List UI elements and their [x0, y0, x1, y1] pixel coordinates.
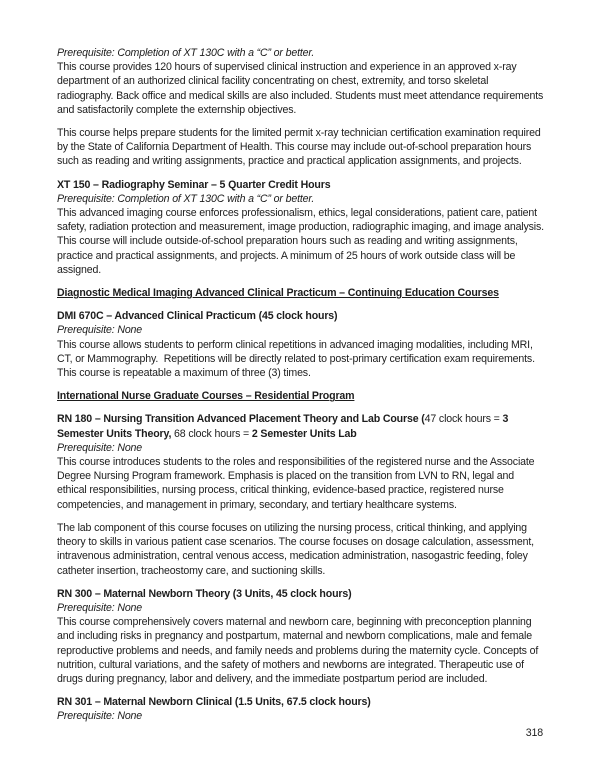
rn180-course-title	[57, 412, 546, 440]
rn180-course-title-run-1: 47 clock hours =	[424, 413, 503, 426]
xt140c-prerequisite	[57, 46, 546, 60]
dmi670c-description	[57, 338, 546, 381]
rn300-course-title-run-0: RN 300 – Maternal Newborn Theory (3 Units, 45 clock hours)	[57, 587, 352, 600]
rn300-description	[57, 615, 546, 686]
paragraph-spacer	[57, 117, 546, 126]
rn180-prerequisite-run-0: Prerequisite: None	[57, 441, 143, 454]
rn301-course-title-run-0: RN 301 – Maternal Newborn Clinical (1.5 Units, 67.5 clock hours)	[57, 696, 371, 709]
xt150-course-title-run-0: XT 150 – Radiography Seminar – 5 Quarter Credit Hours	[57, 178, 331, 191]
xt140c-description-1	[57, 60, 546, 117]
rn301-course-title	[57, 695, 546, 709]
paragraph-spacer	[57, 380, 546, 389]
rn300-prerequisite	[57, 601, 546, 615]
paragraph-spacer	[57, 300, 546, 309]
document-content	[57, 46, 546, 724]
paragraph-spacer	[57, 277, 546, 286]
xt140c-description-2-run-0: This course helps prepare students for the limited permit x-ray technician certification examination required by the State of California Department of Health. This course may include out-of-school preparation hours such as reading and writing assignments, practice and practical application assignments, and projects.	[57, 127, 544, 168]
xt150-course-title	[57, 178, 546, 192]
xt140c-description-1-run-0: This course provides 120 hours of supervised clinical instruction and experience in an approved x-ray department of an authorized clinical facility concentrating on chest, extremity, and torso skeletal radiography. Back office and medical skills are also included. Students must meet attendance requirements and satisfactorily complete the externship objectives.	[57, 61, 546, 116]
rn180-description-2	[57, 521, 546, 578]
rn180-course-title-run-0: RN 180 – Nursing Transition Advanced Placement Theory and Lab Course (	[57, 413, 425, 426]
rn180-course-title-run-3: 68 clock hours =	[171, 427, 252, 440]
rn180-prerequisite	[57, 441, 546, 455]
dmi670c-prerequisite-run-0: Prerequisite: None	[57, 324, 143, 337]
section-heading-nurse-graduate	[57, 389, 546, 403]
section-heading-dmi	[57, 286, 546, 300]
xt140c-description-2	[57, 126, 546, 169]
xt150-description-run-0: This advanced imaging course enforces professionalism, ethics, legal considerations, patient care, patient safety, radiation protection and measurement, image production, radiographic imaging, and image analysis. This course will include outside-of-school preparation hours such as reading and writing assignments, practice and practical assignments, and projects. A minimum of 25 hours of work outside class will be assigned.	[57, 207, 547, 276]
dmi670c-course-title-run-0: DMI 670C – Advanced Clinical Practicum (45 clock hours)	[57, 310, 338, 323]
paragraph-spacer	[57, 578, 546, 587]
rn300-prerequisite-run-0: Prerequisite: None	[57, 601, 143, 614]
paragraph-spacer	[57, 169, 546, 178]
paragraph-spacer	[57, 686, 546, 695]
rn300-description-run-0: This course comprehensively covers maternal and newborn care, beginning with preconception planning and including risks in pregnancy and postpartum, maternal and newborn complications, male and female reproductive problems and needs, and family needs and problems during the maternity cycle. Concepts of nutrition, cultural variations, and the safety of mothers and newborns are integrated. Therapeutic use of drugs during pregnancy, labor and delivery, and the immediate postpartum period are included.	[57, 616, 541, 685]
rn180-course-title-run-4: 2 Semester Units Lab	[251, 427, 357, 440]
page-number: 318	[525, 727, 543, 739]
section-heading-nurse-graduate-run-0: International Nurse Graduate Courses – Residential Program	[57, 390, 355, 403]
xt140c-prerequisite-run-0: Prerequisite: Completion of XT 130C with a “C” or better.	[57, 47, 315, 59]
rn180-course-title-run-2: 3 Semester Units Theory,	[57, 413, 512, 440]
rn180-description-1-run-0: This course introduces students to the roles and responsibilities of the registered nurse and the Associate Degree Nursing Program framework. Emphasis is placed on the transition from LVN to RN, legal and ethical responsibilities, nursing process, critical thinking, evidence-based practice, registered nurse competencies, and management in primary, secondary, and tertiary healthcare systems.	[57, 456, 538, 511]
dmi670c-prerequisite	[57, 323, 546, 337]
paragraph-spacer	[57, 403, 546, 412]
xt150-prerequisite	[57, 192, 546, 206]
xt150-prerequisite-run-0: Prerequisite: Completion of XT 130C with a “C” or better.	[57, 192, 315, 205]
rn300-course-title	[57, 587, 546, 601]
section-heading-dmi-run-0: Diagnostic Medical Imaging Advanced Clinical Practicum – Continuing Education Courses	[57, 287, 499, 300]
xt150-description	[57, 206, 546, 277]
dmi670c-description-run-0: This course allows students to perform clinical repetitions in advanced imaging modalities, including MRI, CT, or Mammography. Repetitions will be directly related to post-primary certification exam requirements. This course is repeatable a maximum of three (3) times.	[57, 338, 538, 380]
dmi670c-course-title	[57, 309, 546, 323]
rn301-prerequisite	[57, 709, 546, 723]
rn180-description-2-run-0: The lab component of this course focuses on utilizing the nursing process, critical thinking, and applying theory to skills in various patient case scenarios. The course focuses on dosage calculation, assessment, intravenous administration, central venous access, medication administration, nasogastric feeding, foley catheter insertion, tracheostomy care, and suctioning skills.	[57, 521, 537, 577]
rn180-description-1	[57, 455, 546, 512]
paragraph-spacer	[57, 512, 546, 521]
rn301-prerequisite-run-0: Prerequisite: None	[57, 710, 143, 723]
